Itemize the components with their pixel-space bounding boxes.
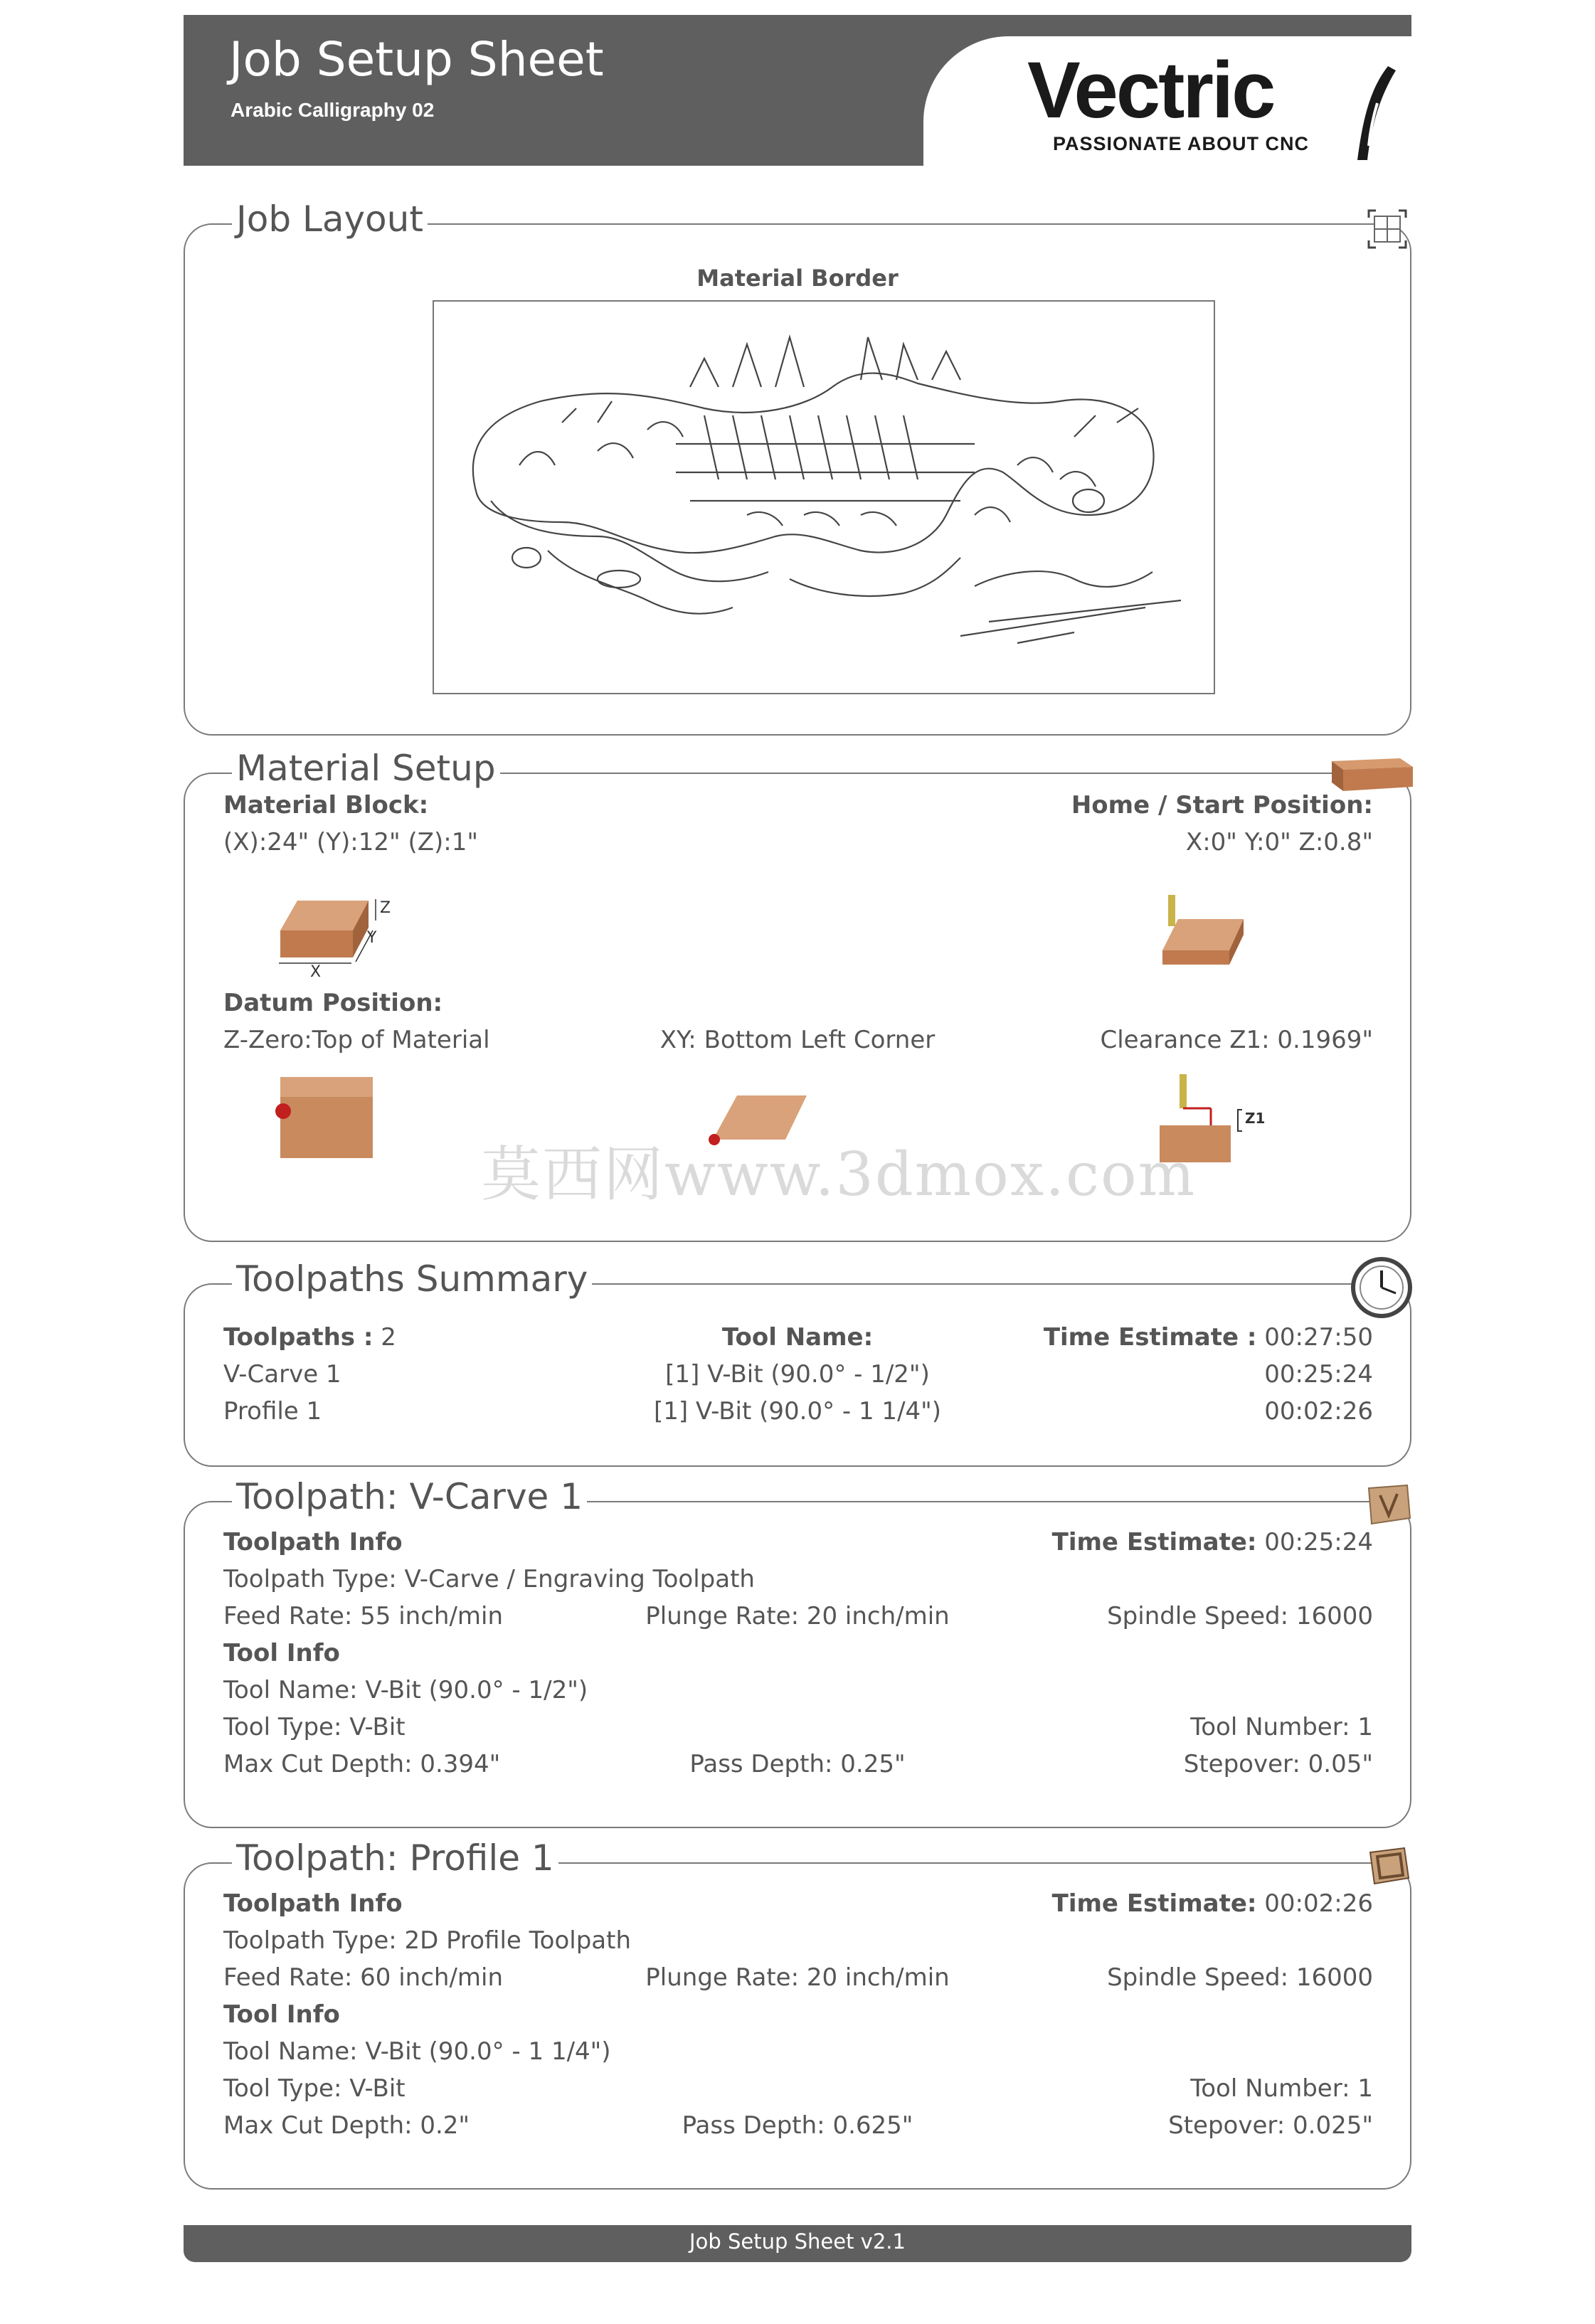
tool-type: Tool Type: V-Bit (223, 2074, 406, 2103)
toolpath-type: Toolpath Type: V-Carve / Engraving Toolpath (223, 1565, 755, 1593)
section-title: Toolpath: V-Carve 1 (232, 1474, 587, 1519)
xy-datum-value: XY: Bottom Left Corner (659, 1026, 936, 1054)
time-estimate-value: 00:25:24 (1264, 1528, 1373, 1556)
clearance-value: Clearance Z1: 0.1969" (1100, 1026, 1373, 1054)
tool-name: Tool Name: V-Bit (90.0° - 1/2") (223, 1676, 588, 1704)
tool-info-label: Tool Info (223, 1639, 340, 1667)
z1-tag: Z1 (1245, 1110, 1266, 1127)
summary-row-time: 00:25:24 (1264, 1360, 1373, 1389)
spindle-speed: Spindle Speed: 16000 (1107, 1602, 1373, 1630)
job-layout-section (184, 198, 1411, 736)
plunge-rate: Plunge Rate: 20 inch/min (645, 1602, 950, 1630)
stepover: Stepover: 0.025" (1168, 2111, 1373, 2140)
section-title: Toolpaths Summary (232, 1256, 592, 1302)
pass-depth: Pass Depth: 0.25" (689, 1750, 906, 1778)
home-position-label: Home / Start Position: (1071, 791, 1373, 819)
pass-depth: Pass Depth: 0.625" (682, 2111, 913, 2140)
axis-z-label: Z (380, 899, 391, 917)
vectric-swoosh-icon (1349, 60, 1399, 166)
toolpath-vcarve-section (184, 1476, 1411, 1828)
stepover: Stepover: 0.05" (1183, 1750, 1373, 1778)
feed-rate: Feed Rate: 55 inch/min (223, 1602, 504, 1630)
tool-number: Tool Number: 1 (1190, 2074, 1373, 2103)
max-cut-depth: Max Cut Depth: 0.394" (223, 1750, 501, 1778)
tool-type: Tool Type: V-Bit (223, 1713, 406, 1741)
section-title: Toolpath: Profile 1 (232, 1835, 558, 1881)
summary-row-time: 00:02:26 (1264, 1397, 1373, 1426)
job-name: Arabic Calligraphy 02 (230, 99, 435, 121)
material-block-label: Material Block: (223, 791, 429, 819)
toolpath-count-label: Toolpaths : (223, 1323, 373, 1352)
vectric-logo-tagline: PASSIONATE ABOUT CNC (1053, 133, 1310, 154)
section-title: Material Setup (232, 746, 500, 791)
axis-x-label: X (310, 963, 322, 981)
section-title: Job Layout (232, 196, 428, 242)
material-block-diagram (269, 886, 411, 986)
page-title: Job Setup Sheet (229, 32, 604, 87)
time-estimate-label: Time Estimate: (1051, 1528, 1257, 1556)
plunge-rate: Plunge Rate: 20 inch/min (645, 1963, 950, 1992)
profile-icon (1363, 1845, 1413, 1888)
summary-row-tool: [1] V-Bit (90.0° - 1 1/4") (653, 1397, 942, 1426)
header-banner (184, 15, 1411, 166)
toolpaths-summary-section (184, 1258, 1411, 1467)
total-time-estimate (1044, 1322, 1373, 1353)
z-zero-value: Z-Zero:Top of Material (223, 1026, 490, 1054)
toolpath-time-estimate (1052, 1527, 1373, 1558)
toolpath-count-value: 2 (381, 1323, 396, 1352)
clock-icon (1349, 1255, 1414, 1320)
tool-number: Tool Number: 1 (1190, 1713, 1373, 1741)
toolpath-info-label: Toolpath Info (223, 1889, 403, 1918)
vectric-logo-wordmark: Vectric (1027, 46, 1274, 134)
toolpath-info-label: Toolpath Info (223, 1528, 403, 1556)
material-border-preview (433, 300, 1215, 694)
toolpath-time-estimate (1052, 1888, 1373, 1919)
material-block-value: (X):24" (Y):12" (Z):1" (223, 828, 478, 856)
footer-bar (184, 2225, 1411, 2262)
material-block-icon (1329, 751, 1414, 794)
summary-row-name: Profile 1 (223, 1397, 322, 1426)
z-zero-image (266, 1071, 380, 1164)
home-position-value: X:0" Y:0" Z:0.8" (1185, 828, 1373, 856)
material-border-label: Material Border (696, 265, 899, 292)
datum-position-label: Datum Position: (223, 989, 443, 1017)
feed-rate: Feed Rate: 60 inch/min (223, 1963, 504, 1992)
time-estimate-label: Time Estimate : (1043, 1323, 1257, 1352)
toolpath-type: Toolpath Type: 2D Profile Toolpath (223, 1926, 631, 1955)
footer-version: Job Setup Sheet v2.1 (689, 2229, 906, 2254)
watermark: 莫西网www.3dmox.com (481, 1140, 1197, 1209)
axis-y-label: Y (367, 929, 377, 947)
spindle-speed: Spindle Speed: 16000 (1107, 1963, 1373, 1992)
summary-row-name: V-Carve 1 (223, 1360, 341, 1389)
toolpath-profile-section (184, 1837, 1411, 2190)
time-estimate-value: 00:02:26 (1264, 1889, 1373, 1918)
tool-name: Tool Name: V-Bit (90.0° - 1 1/4") (223, 2037, 611, 2066)
calligraphy-artwork (434, 302, 1214, 693)
tool-info-label: Tool Info (223, 2000, 340, 2029)
vcarve-icon (1363, 1484, 1413, 1527)
time-estimate-value: 00:27:50 (1264, 1323, 1373, 1352)
max-cut-depth: Max Cut Depth: 0.2" (223, 2111, 470, 2140)
tool-name-header: Tool Name: (721, 1323, 874, 1352)
time-estimate-label: Time Estimate: (1051, 1889, 1257, 1918)
summary-row-tool: [1] V-Bit (90.0° - 1/2") (665, 1360, 930, 1389)
home-position-image (1152, 893, 1252, 979)
layout-grid-icon (1367, 209, 1407, 249)
